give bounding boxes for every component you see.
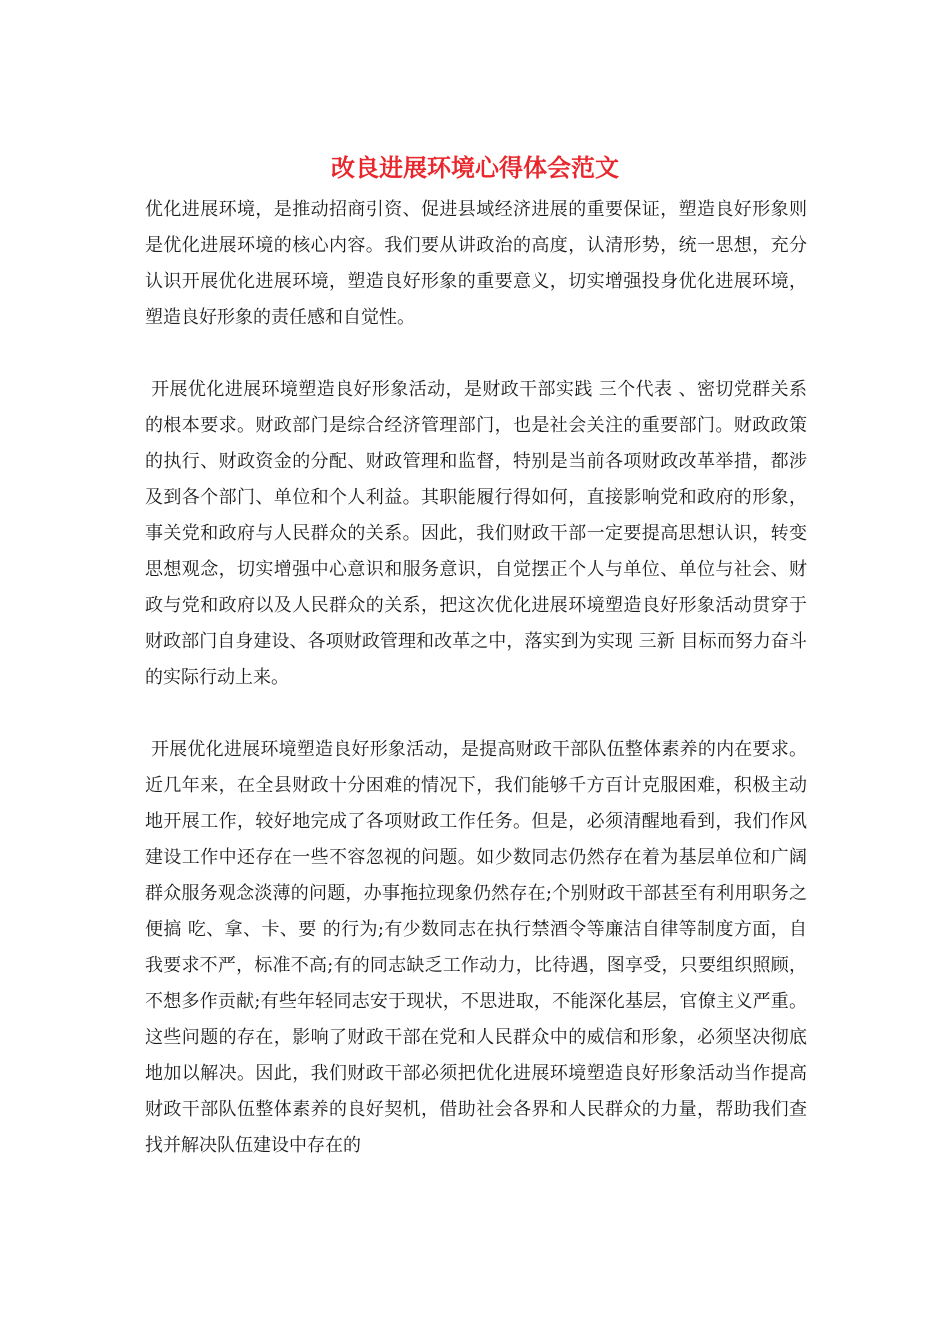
- document-title: 改良进展环境心得体会范文: [331, 153, 619, 182]
- paragraph-gap: [145, 336, 807, 372]
- paragraph: 开展优化进展环境塑造良好形象活动，是提高财政干部队伍整体素养的内在要求。 近几年来，在全县财政十分困难的情况下，我们能够千方百计克服困难，积极主动地开展工作，较好地完成了各项财政工作任务。但是，必须清醒地看到，我们作风建设工作中还存在一些不容忽视的问题。如少数同志仍然存在着为基层单位和广阔群众服务观念淡薄的问题，办事拖拉现象仍然存在;个别财政干部甚至有利用职务之便搞 吃、拿、卡、要 的行为;有少数同志在执行禁酒令等廉洁自律等制度方面，自我要求不严，标准不高;有的同志缺乏工作动力，比待遇，图享受，只要组织照顾，不想多作贡献;有些年轻同志安于现状，不思进取，不能深化基层，官僚主义严重。这些问题的存在，影响了财政干部在党和人民群众中的威信和形象，必须坚决彻底地加以解决。因此，我们财政干部必须把优化进展环境塑造良好形象活动当作提高财政干部队伍整体素养的良好契机，借助社会各界和人民群众的力量，帮助我们查找并解决队伍建设中存在的: [145, 739, 813, 1156]
- paragraph-gap: [145, 696, 807, 732]
- paragraph: 优化进展环境，是推动招商引资、促进县域经济进展的重要保证，塑造良好形象则是优化进展环境的核心内容。我们要从讲政治的高度，认清形势，统一思想，充分认识开展优化进展环境，塑造良好形象的重要意义，切实增强投身优化进展环境，塑造良好形象的责任感和自觉性。: [145, 199, 807, 328]
- document-body: [145, 192, 813, 1164]
- paragraph: 开展优化进展环境塑造良好形象活动，是财政干部实践 三个代表 、密切党群关系的根本要求。财政部门是综合经济管理部门，也是社会关注的重要部门。财政政策的执行、财政资金的分配、财政管理和监督，特别是当前各项财政改革举措，都涉及到各个部门、单位和个人利益。其职能履行得如何，直接影响党和政府的形象，事关党和政府与人民群众的关系。因此，我们财政干部一定要提高思想认识，转变思想观念，切实增强中心意识和服务意识，自觉摆正个人与单位、单位与社会、财政与党和政府以及人民群众的关系，把这次优化进展环境塑造良好形象活动贯穿于财政部门自身建设、各项财政管理和改革之中，落实到为实现 三新 目标而努力奋斗的实际行动上来。: [145, 379, 807, 688]
